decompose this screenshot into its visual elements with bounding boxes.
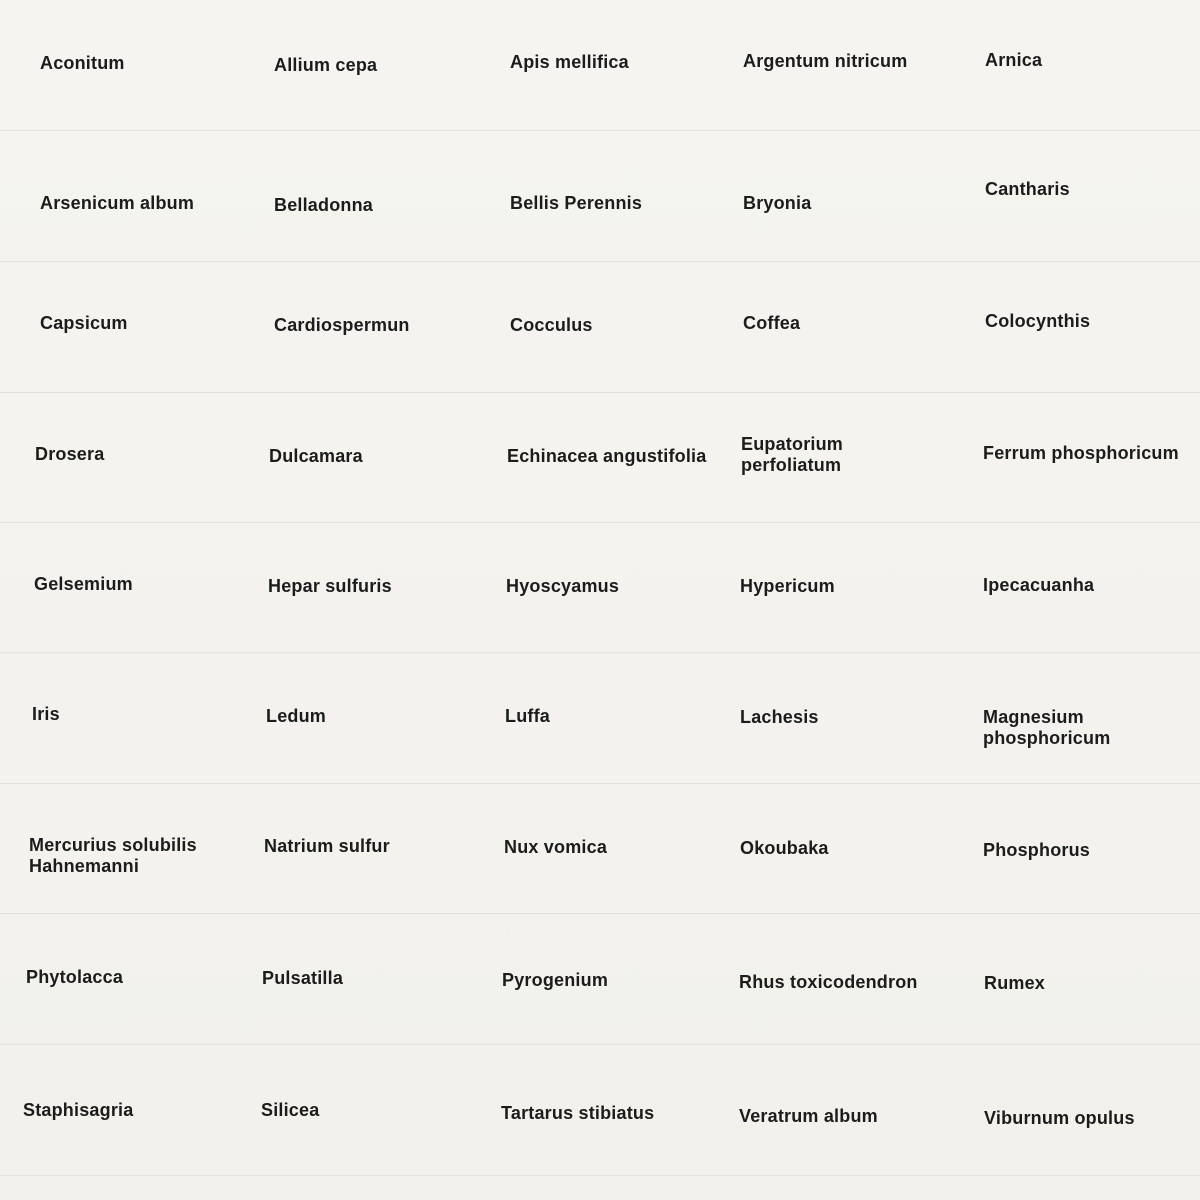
remedy-cell bbox=[984, 973, 1196, 994]
remedy-cell bbox=[983, 707, 1195, 749]
remedy-name: Aconitum bbox=[40, 53, 125, 73]
remedy-name: Magnesium phosphoricum bbox=[983, 707, 1111, 748]
remedy-name: Belladonna bbox=[274, 195, 374, 215]
remedy-cell bbox=[274, 315, 506, 336]
table-row bbox=[0, 653, 1200, 784]
remedy-name: Iris bbox=[32, 704, 60, 724]
remedy-cell bbox=[740, 838, 972, 859]
remedy-name: Coffea bbox=[743, 313, 801, 333]
remedy-name: Colocynthis bbox=[985, 311, 1091, 331]
remedy-cell bbox=[507, 446, 739, 467]
remedy-name: Ipecacuanha bbox=[983, 575, 1095, 595]
remedy-name: Viburnum opulus bbox=[984, 1108, 1135, 1128]
remedy-name: Phytolacca bbox=[26, 967, 124, 987]
remedy-name: Silicea bbox=[261, 1100, 320, 1120]
remedy-cell bbox=[740, 707, 972, 728]
remedy-cell bbox=[274, 195, 506, 216]
remedy-name: Hyoscyamus bbox=[506, 576, 620, 596]
table-row bbox=[0, 522, 1200, 653]
remedy-name: Arnica bbox=[985, 50, 1043, 70]
remedy-cell bbox=[40, 53, 272, 74]
remedy-cell bbox=[26, 967, 258, 988]
remedy-name: Phosphorus bbox=[983, 840, 1091, 860]
remedy-cell bbox=[510, 315, 742, 336]
remedy-cell bbox=[261, 1100, 493, 1121]
remedy-cell bbox=[983, 443, 1195, 464]
table-row bbox=[0, 392, 1200, 523]
remedy-cell bbox=[502, 970, 734, 991]
remedy-cell bbox=[504, 837, 736, 858]
remedy-name: Mercurius solubilis Hahnemanni bbox=[29, 835, 197, 876]
remedy-name: Bryonia bbox=[743, 193, 812, 213]
remedy-cell bbox=[40, 313, 272, 334]
remedy-name: Okoubaka bbox=[740, 838, 829, 858]
remedy-cell bbox=[268, 576, 500, 597]
remedy-name: Natrium sulfur bbox=[264, 836, 390, 856]
remedy-cell bbox=[264, 836, 496, 857]
table-row bbox=[0, 1045, 1200, 1176]
remedy-cell bbox=[34, 574, 266, 595]
remedy-name: Pulsatilla bbox=[262, 968, 344, 988]
remedy-name: Allium cepa bbox=[274, 55, 378, 75]
remedy-name: Cantharis bbox=[985, 179, 1070, 199]
remedy-name: Capsicum bbox=[40, 313, 128, 333]
remedy-cell bbox=[505, 706, 737, 727]
remedy-cell bbox=[269, 446, 501, 467]
remedy-cell bbox=[984, 1108, 1196, 1129]
remedy-cell bbox=[35, 444, 267, 465]
remedy-name: Gelsemium bbox=[34, 574, 133, 594]
remedy-name: Tartarus stibiatus bbox=[501, 1103, 655, 1123]
remedy-cell bbox=[32, 704, 264, 725]
remedy-cell bbox=[40, 193, 272, 214]
remedy-name: Luffa bbox=[505, 706, 550, 726]
remedy-name: Eupatorium perfoliatum bbox=[741, 434, 844, 475]
table-row bbox=[0, 914, 1200, 1045]
remedy-name: Staphisagria bbox=[23, 1100, 134, 1120]
remedy-name: Hepar sulfuris bbox=[268, 576, 392, 596]
remedy-name: Ferrum phosphoricum bbox=[983, 443, 1179, 463]
remedy-name: Apis mellifica bbox=[510, 52, 629, 72]
remedy-name: Echinacea angustifolia bbox=[507, 446, 707, 466]
remedy-name: Rhus toxicodendron bbox=[739, 972, 918, 992]
remedy-name: Nux vomica bbox=[504, 837, 608, 857]
remedy-name: Lachesis bbox=[740, 707, 819, 727]
table-row bbox=[0, 0, 1200, 131]
remedy-cell bbox=[741, 434, 973, 476]
remedy-cell bbox=[262, 968, 494, 989]
remedy-name: Argentum nitricum bbox=[743, 51, 908, 71]
remedy-cell bbox=[983, 840, 1195, 861]
remedy-name: Rumex bbox=[984, 973, 1046, 993]
remedy-name: Arsenicum album bbox=[40, 193, 195, 213]
remedy-cell bbox=[739, 972, 971, 993]
remedy-cell bbox=[743, 313, 975, 334]
remedy-name: Drosera bbox=[35, 444, 105, 464]
remedy-name: Veratrum album bbox=[739, 1106, 878, 1126]
remedy-cell bbox=[985, 179, 1197, 200]
remedy-cell bbox=[985, 50, 1197, 71]
remedy-cell bbox=[743, 51, 975, 72]
remedy-cell bbox=[739, 1106, 971, 1127]
remedy-name: Cocculus bbox=[510, 315, 593, 335]
remedy-name: Dulcamara bbox=[269, 446, 363, 466]
table-row bbox=[0, 131, 1200, 262]
remedy-cell bbox=[506, 576, 738, 597]
remedy-cell bbox=[743, 193, 975, 214]
remedy-cell bbox=[23, 1100, 255, 1121]
remedy-name: Bellis Perennis bbox=[510, 193, 643, 213]
remedy-cell bbox=[510, 193, 742, 214]
remedy-name: Hypericum bbox=[740, 576, 835, 596]
remedy-cell bbox=[985, 311, 1197, 332]
remedy-cell bbox=[266, 706, 498, 727]
remedy-cell bbox=[274, 55, 506, 76]
remedy-cell bbox=[501, 1103, 733, 1124]
table-row bbox=[0, 262, 1200, 393]
remedy-cell bbox=[983, 575, 1195, 596]
remedy-name: Ledum bbox=[266, 706, 327, 726]
remedy-cell bbox=[510, 52, 742, 73]
remedy-cell bbox=[740, 576, 972, 597]
table-row bbox=[0, 783, 1200, 914]
remedy-name: Pyrogenium bbox=[502, 970, 609, 990]
remedy-cell bbox=[29, 835, 261, 877]
remedy-name: Cardiospermun bbox=[274, 315, 410, 335]
